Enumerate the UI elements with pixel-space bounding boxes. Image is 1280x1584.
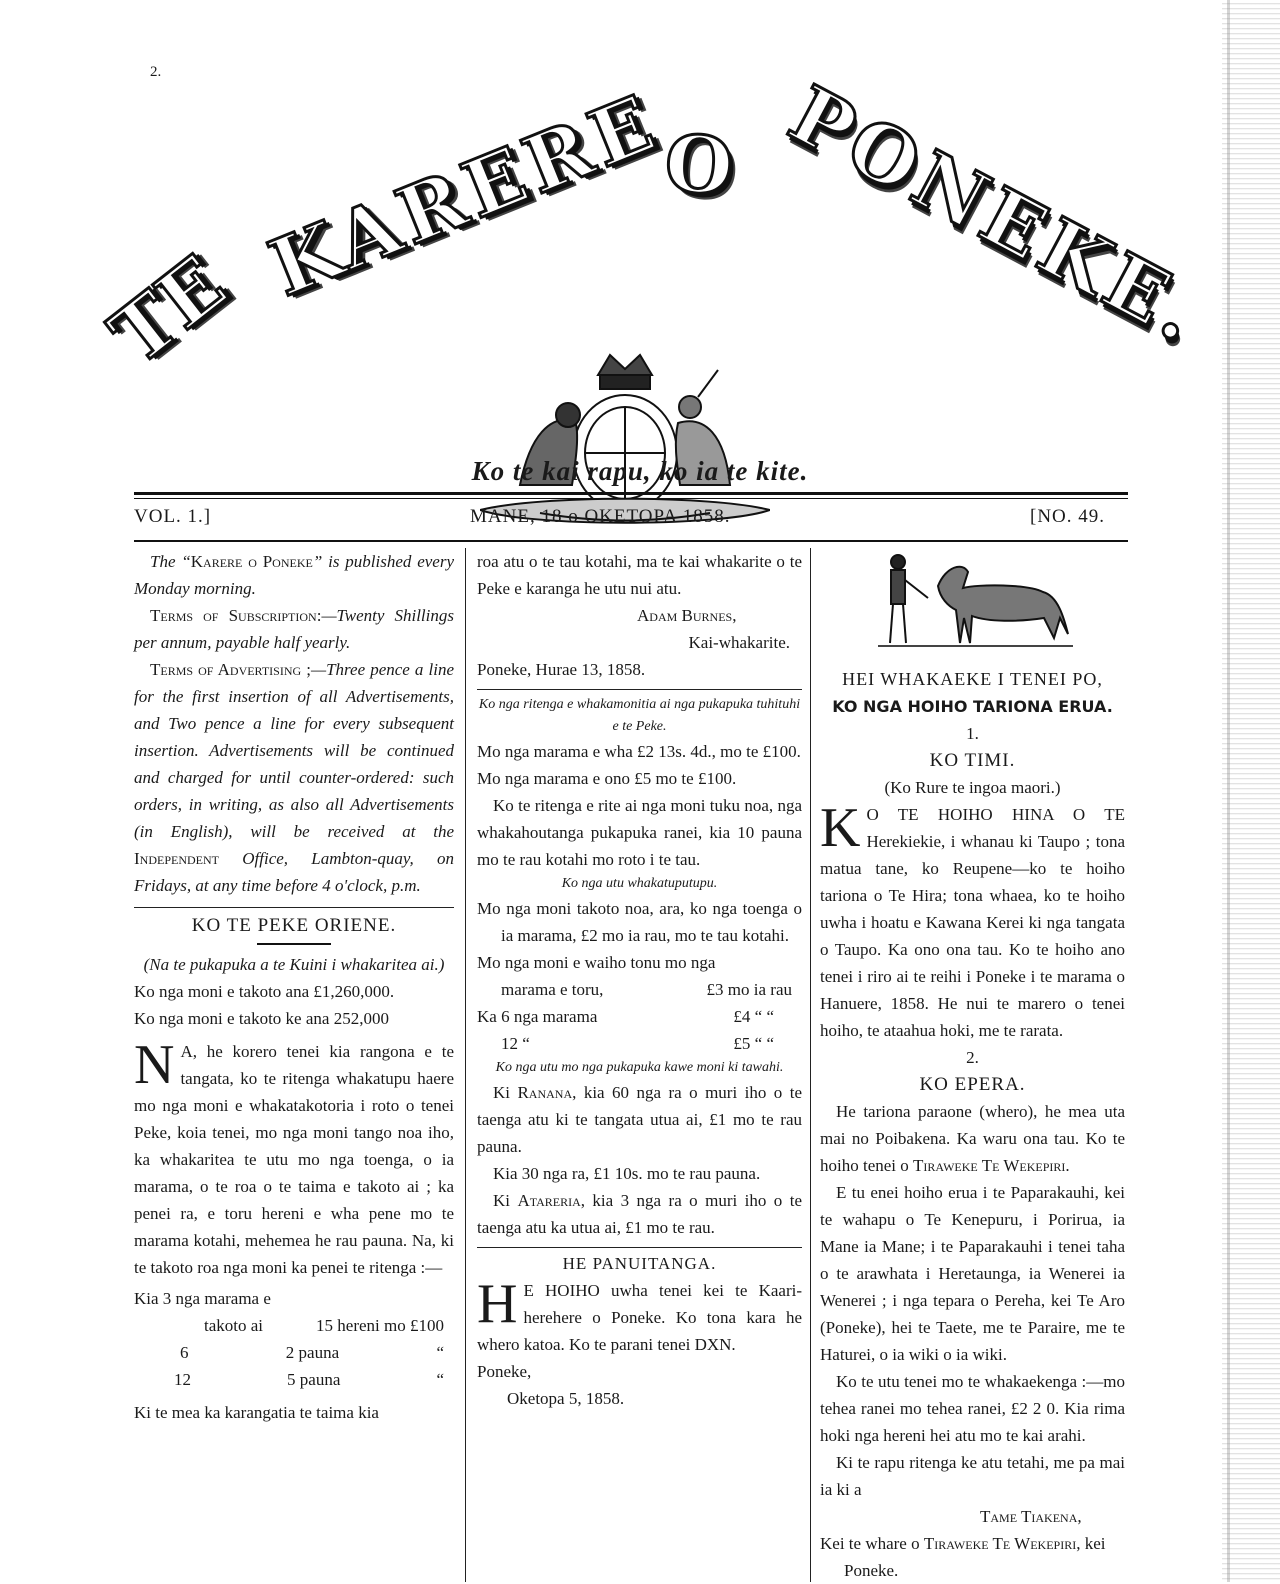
- fee-paragraph: Ko te utu tenei mo te whakaekenga :—mo tehea ranei mo tehea ranei, £2 2 0. Kia rima hoki nga hereni hei atu mo te kai arahi.: [820, 1372, 1125, 1445]
- column-1: [134, 548, 454, 1426]
- volume-label: VOL. 1.]: [134, 506, 212, 527]
- masthead: [94, 68, 1219, 460]
- table-cell: takoto ai: [204, 1316, 264, 1335]
- thirty-days-paragraph: Kia 30 nga ra, £1 10s. mo te rau pauna.: [493, 1164, 761, 1183]
- advertising-office-name: Independent: [134, 849, 219, 868]
- section-subtitle: (Na te pukapuka a te Kuini i whakaritea ai.): [143, 955, 445, 974]
- race-notice-title: HEI WHAKAEKE I TENEI PO,: [842, 669, 1103, 689]
- section-title: KO TE PEKE ORIENE.: [191, 915, 397, 936]
- table-cell: 15 hereni mo £100: [316, 1316, 444, 1335]
- contact-address-owner: Tiraweke Te Wekepiri: [923, 1534, 1077, 1553]
- table-intro: Kia 3 nga marama e: [134, 1289, 271, 1308]
- advertising-terms-label: Terms of Advertising ;: [150, 660, 311, 679]
- ranana-pre: Ki: [493, 1083, 518, 1102]
- table-cell: 5 pauna: [287, 1370, 341, 1389]
- table-row: [477, 1030, 802, 1057]
- table-row: [134, 1339, 454, 1366]
- bank-notice-body: [134, 1034, 454, 1281]
- table-cell: marama e toru,: [501, 980, 604, 999]
- table-cell: 6: [180, 1343, 189, 1362]
- bank-notice-continued: roa atu o te tau kotahi, ma te kai whakarite o te Peke e karanga he utu nui atu.: [477, 552, 802, 598]
- page-fold-line: [1227, 0, 1230, 1582]
- masthead-word-karere: KARERE: [257, 76, 672, 315]
- stand-locations: E tu enei hoiho erua i te Paparakauhi, kei te wahapu o Te Kenepuru, i Porirua, ia Mane ia Mane; i te Paparakauhi i tenei taha o te arawhata i Heretaunga, ia Wenerei ia Wenerei ; i nga tepara o Pereha, kei Te Aro (Poneke), hei te Taete, me te Paraire, me te Haturei, o ia wiki o ia wiki.: [820, 1183, 1125, 1364]
- atareria-pre: Ki: [493, 1191, 518, 1210]
- table-cell: 2 pauna: [285, 1343, 340, 1362]
- race-notice-subtitle: KO NGA HOIHO TARIONA ERUA.: [832, 697, 1113, 716]
- table-cell: £4 “ “: [733, 1007, 774, 1026]
- table-cell: 12: [174, 1370, 191, 1389]
- atareria-label: Atareria: [517, 1191, 581, 1210]
- issue-number: [NO. 49.: [1030, 506, 1106, 527]
- kawe-title: Ko nga utu mo nga pukapuka kawe moni ki tawahi.: [495, 1060, 784, 1075]
- bank-notice-text: A, he korero tenei kia rangona e te tangata, ko te ritenga whakatupu haere mo nga moni e whakatakotoria i roto o tenei Peke, koia tenei, mo nga moni tango noa iho, ka whakaritea te utu mo nga toenga, o ia marama, o te roa o te taima e takoto ai ; ka penei ra, e toru hereni e wha pene mo te marama kotahi, mehemea he rau pauna. Na, ki te takoto roa nga moni ka penei te ritenga :—: [134, 1042, 454, 1277]
- page-mark: 2.: [150, 64, 162, 80]
- subscription-terms-label: Terms of Subscription:: [150, 606, 322, 625]
- rules-title: Ko nga ritenga e whakamonitia ai nga pukapuka tuhituhi e te Peke.: [478, 697, 801, 734]
- ranana-text: , kia 60 nga ra o muri iho o te taenga atu ki te tangata utua ai, £1 mo te rau pauna.: [477, 1083, 803, 1156]
- rate-line-2: Mo nga marama e ono £5 mo te £100.: [477, 769, 737, 788]
- drop-cap: H: [477, 1273, 518, 1335]
- horse-description-1-text: O TE HOIHO HINA O TE Herekiekie, i whanau ki Taupo ; tona matua tane, ko Reupene—ko te hoiho tariona o Te Hira; tona whaea, ko te hoiho uwha i hoatu e Kawana Kerei ki nga tangata o Taupo. Ka ono ona tau. Ko te hoiho ano tenei i riro ai te reihi i Poneke i te marama o Hanuere, 1858. He nui te marero o tenei hoiho, te ataahua hoki, me te rarata.: [820, 805, 1125, 1040]
- ranana-label: Ranana: [517, 1083, 573, 1102]
- masthead-word-o: O: [661, 117, 737, 214]
- atareria-paragraph: [477, 1187, 802, 1241]
- pub-note-pre: The “: [150, 552, 191, 571]
- table-row: [134, 1312, 454, 1339]
- horse-number-1: 1.: [966, 724, 979, 743]
- pub-note-post: ” is published every Monday morning.: [134, 552, 454, 598]
- advertising-terms: [134, 656, 454, 899]
- horse-description-1: [820, 797, 1125, 1044]
- deposit-table: [477, 976, 802, 1057]
- contact-name: Tame Tiakena,: [980, 1507, 1082, 1526]
- horse-description-2: [820, 1098, 1125, 1179]
- section-rule: [477, 689, 802, 690]
- ranana-paragraph: [477, 1079, 802, 1160]
- section-short-rule: [257, 943, 331, 945]
- table-cell: £3 mo ia rau: [706, 980, 792, 999]
- table-cell: 12 “: [501, 1034, 530, 1053]
- column-divider-2: [810, 548, 811, 1582]
- masthead-rule-thin: [134, 498, 1128, 499]
- masthead-rule-thick: [134, 492, 1128, 495]
- place-date: Poneke, Hurae 13, 1858.: [477, 660, 646, 679]
- horse-name-2: KO EPERA.: [919, 1074, 1026, 1095]
- dateline-rule: [134, 540, 1128, 542]
- drop-cap: N: [134, 1034, 175, 1096]
- signature-name: Adam Burnes,: [637, 606, 737, 625]
- publication-note: [134, 548, 454, 602]
- table-row: [134, 1366, 454, 1393]
- adjacent-page-edge: [1222, 0, 1280, 1582]
- horse-description-2-text: He tariona paraone (whero), he mea uta mai no Poibakena. Ka waru ona tau. Ko te hoiho tenei o: [820, 1102, 1125, 1175]
- royal-coat-of-arms-icon: [480, 335, 770, 530]
- table-cell: Ka 6 nga marama: [477, 1007, 598, 1026]
- rate-line-1: Mo nga marama e wha £2 13s. 4d., mo te £100.: [477, 742, 801, 761]
- pub-note-name: Karere o Poneke: [190, 552, 313, 571]
- column-3: [820, 548, 1125, 1584]
- table-cell: £5 “ “: [733, 1034, 774, 1053]
- stat-line-1: Ko nga moni e takoto ana £1,260,000.: [134, 982, 395, 1001]
- horse-description-2-end: .: [1065, 1156, 1070, 1175]
- rules-paragraph: Ko te ritenga e rite ai nga moni tuku noa, nga whakahoutanga pukapuka ranei, kia 10 pauna mo te rau kotahi mo roto i te tau.: [477, 796, 802, 869]
- masthead-word-te: TE: [94, 238, 244, 383]
- column-2: [477, 548, 802, 1412]
- masthead-word-poneke: PONEKE.: [775, 68, 1219, 363]
- advertising-terms-text-b: Office, Lambton-quay, on Fridays, at any time before 4 o'clock, p.m.: [134, 849, 454, 895]
- horse-number-2: 2.: [966, 1048, 979, 1067]
- column-divider-1: [465, 548, 466, 1582]
- utu-title: Ko nga utu whakatuputupu.: [561, 876, 718, 891]
- table-cell: “: [436, 1370, 444, 1389]
- horse-owner: Tiraweke Te Wekepiri: [913, 1156, 1066, 1175]
- contact-paragraph: Ki te rapu ritenga ke atu tetahi, me pa mai ia ki a: [820, 1453, 1125, 1499]
- advertising-terms-text-a: —Three pence a line for the first insertion of all Advertisements, and Two pence a line for every subsequent insertion. Advertisements will be continued and charged for until counter-ordered: such orders, in writing, as also all Advertisements (in English), will be received at the: [134, 660, 454, 841]
- column-last-line: Ki te mea ka karangatia te taima kia: [134, 1403, 379, 1422]
- stat-line-2: Ko nga moni e takoto ke ana 252,000: [134, 1009, 389, 1028]
- masthead-motto: Ko te kai rapu, ko ia te kite.: [471, 456, 809, 486]
- contact-address-post: , kei Poneke.: [844, 1534, 1106, 1580]
- notice-date: Oketopa 5, 1858.: [507, 1389, 625, 1408]
- atareria-text: , kia 3 nga ra o muri iho o te taenga atu ka utua ai, £1 mo te rau.: [477, 1191, 803, 1237]
- notice-body: [477, 1273, 802, 1358]
- drop-cap: K: [820, 797, 861, 859]
- issue-date: MANE, 18 o OKETOPA 1858.: [470, 506, 731, 527]
- notice-title: HE PANUITANGA.: [562, 1254, 717, 1273]
- deposit-rate-intro: Mo nga moni e waiho tonu mo nga: [477, 953, 716, 972]
- signature-title: Kai-whakarite.: [688, 633, 790, 652]
- horse-alias-1: (Ko Rure te ingoa maori.): [884, 778, 1061, 797]
- deposit-rate: Mo nga moni takoto noa, ara, ko nga toenga o ia marama, £2 mo ia rau, mo te tau kotahi.: [477, 899, 802, 945]
- table-row: [477, 976, 802, 1003]
- section-rule: [134, 907, 454, 908]
- contact-address: [820, 1530, 1125, 1584]
- section-rule: [477, 1247, 802, 1248]
- table-cell: “: [436, 1343, 444, 1362]
- notice-place: Poneke,: [477, 1362, 532, 1381]
- horse-and-groom-illustration: [868, 548, 1078, 658]
- horse-name-1: KO TIMI.: [929, 750, 1016, 771]
- subscription-terms: [134, 602, 454, 656]
- table-row: [477, 1003, 802, 1030]
- rates-table: [134, 1312, 454, 1393]
- notice-text: E HOIHO uwha tenei kei te Kaari-herehere o Poneke. Ko tona kara he whero katoa. Ko te parani tenei DXN.: [477, 1281, 802, 1354]
- contact-address-pre: Kei te whare o: [820, 1534, 924, 1553]
- subscription-terms-text: —Twenty Shillings per annum, payable half yearly.: [134, 606, 454, 652]
